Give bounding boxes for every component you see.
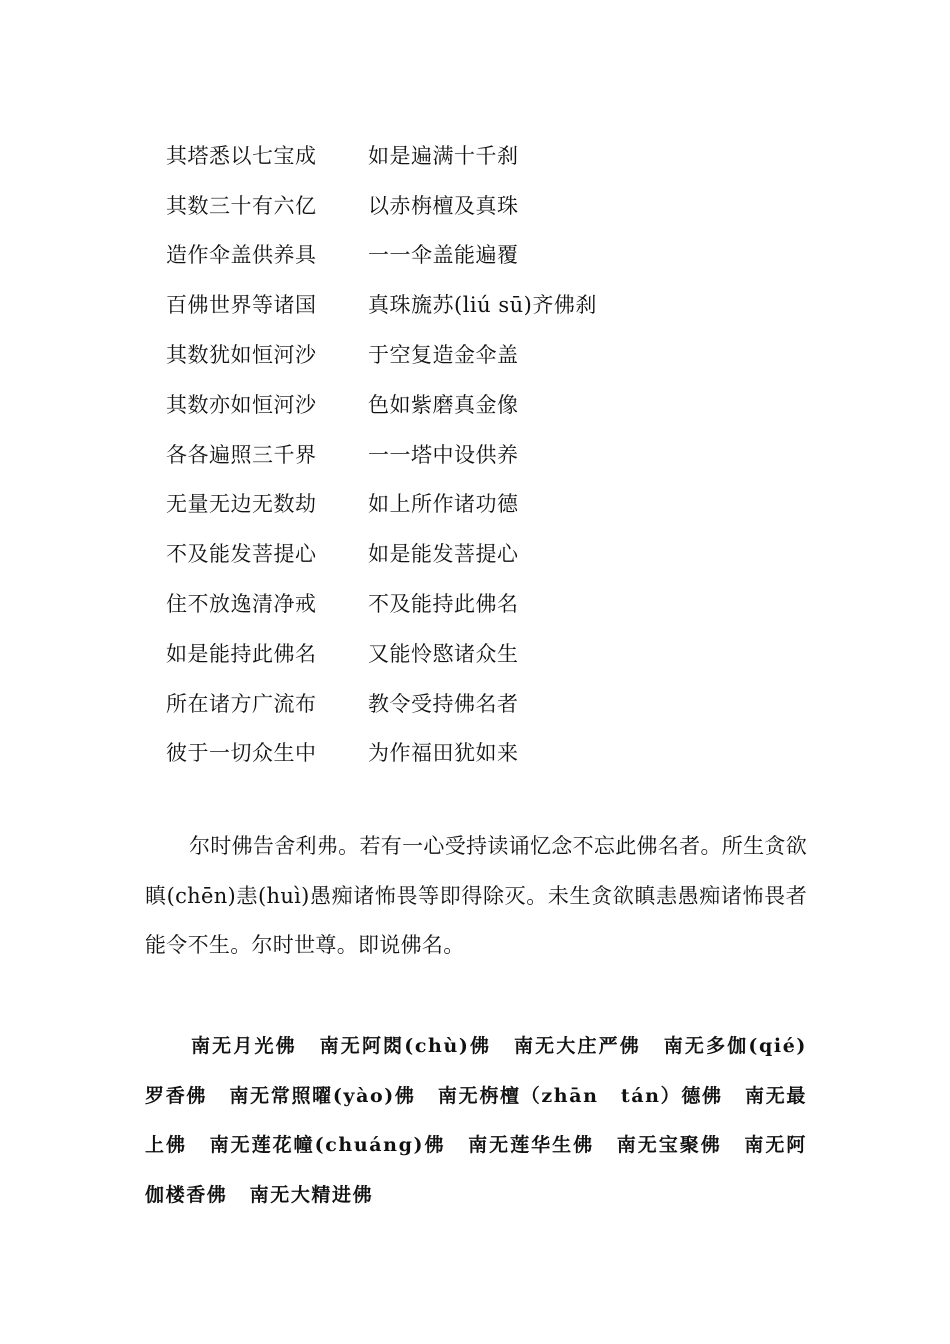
verse-line-first-half: 彼于一切众生中 [166, 741, 317, 766]
verse-line [166, 180, 726, 230]
verse-line [166, 728, 726, 778]
verse-line-second-half: 色如紫磨真金像 [368, 392, 519, 417]
verse-line [166, 678, 726, 728]
verse-line-second-half: 不及能持此佛名 [368, 592, 519, 617]
verse-line [166, 479, 726, 529]
verse-line-first-half: 其数亦如恒河沙 [166, 392, 317, 417]
verse-line-second-half: 又能怜愍诸众生 [368, 641, 519, 666]
verse-line-second-half: 为作福田犹如来 [368, 741, 519, 766]
verse-line-second-half: 一一伞盖能遍覆 [368, 243, 519, 268]
prose-paragraph: 尔时佛告舍利弗。若有一心受持读诵忆念不忘此佛名者。所生贪欲瞋(chēn)恚(huì)愚痴诸怖畏等即得除灭。未生贪欲瞋恚愚痴诸怖畏者能令不生。尔时世尊。即说佛名。 [145, 834, 807, 958]
verse-block [166, 130, 726, 777]
verse-line-first-half: 所在诸方广流布 [166, 691, 317, 716]
verse-line [166, 578, 726, 628]
verse-line-first-half: 其数三十有六亿 [166, 193, 317, 218]
verse-line-first-half: 无量无边无数劫 [166, 492, 317, 517]
verse-line-first-half: 其塔悉以七宝成 [166, 143, 317, 168]
verse-line-second-half: 真珠旒苏(liú sū)齐佛刹 [368, 293, 597, 318]
verse-line-first-half: 如是能持此佛名 [166, 641, 317, 666]
verse-line-first-half: 造作伞盖供养具 [166, 243, 317, 268]
verse-line-first-half: 住不放逸清净戒 [166, 592, 317, 617]
verse-line [166, 528, 726, 578]
verse-line-second-half: 如是遍满十千刹 [368, 143, 519, 168]
verse-line [166, 279, 726, 329]
verse-line [166, 429, 726, 479]
verse-line-second-half: 如上所作诸功德 [368, 492, 519, 517]
verse-line [166, 379, 726, 429]
verse-line-first-half: 百佛世界等诸国 [166, 293, 317, 318]
verse-line-second-half: 一一塔中设供养 [368, 442, 519, 467]
verse-line [166, 230, 726, 280]
verse-line-first-half: 各各遍照三千界 [166, 442, 317, 467]
verse-line-first-half: 其数犹如恒河沙 [166, 343, 317, 368]
verse-line-second-half: 于空复造金伞盖 [368, 343, 519, 368]
verse-line-second-half: 教令受持佛名者 [368, 691, 519, 716]
verse-line-second-half: 以赤栴檀及真珠 [368, 193, 519, 218]
verse-line [166, 130, 726, 180]
buddha-names-paragraph: 南无月光佛 南无阿閦(chù)佛 南无大庄严佛 南无多伽(qié)罗香佛 南无常照曜(yào)佛 南无栴檀（zhān tán）德佛 南无最上佛 南无莲花幢(chuáng)佛 南无莲华生佛 南无宝聚佛 南无阿伽楼香佛 南无大精进佛 [145, 1035, 807, 1206]
verse-line [166, 329, 726, 379]
verse-line-first-half: 不及能发菩提心 [166, 542, 317, 567]
verse-line-second-half: 如是能发菩提心 [368, 542, 519, 567]
verse-line [166, 628, 726, 678]
